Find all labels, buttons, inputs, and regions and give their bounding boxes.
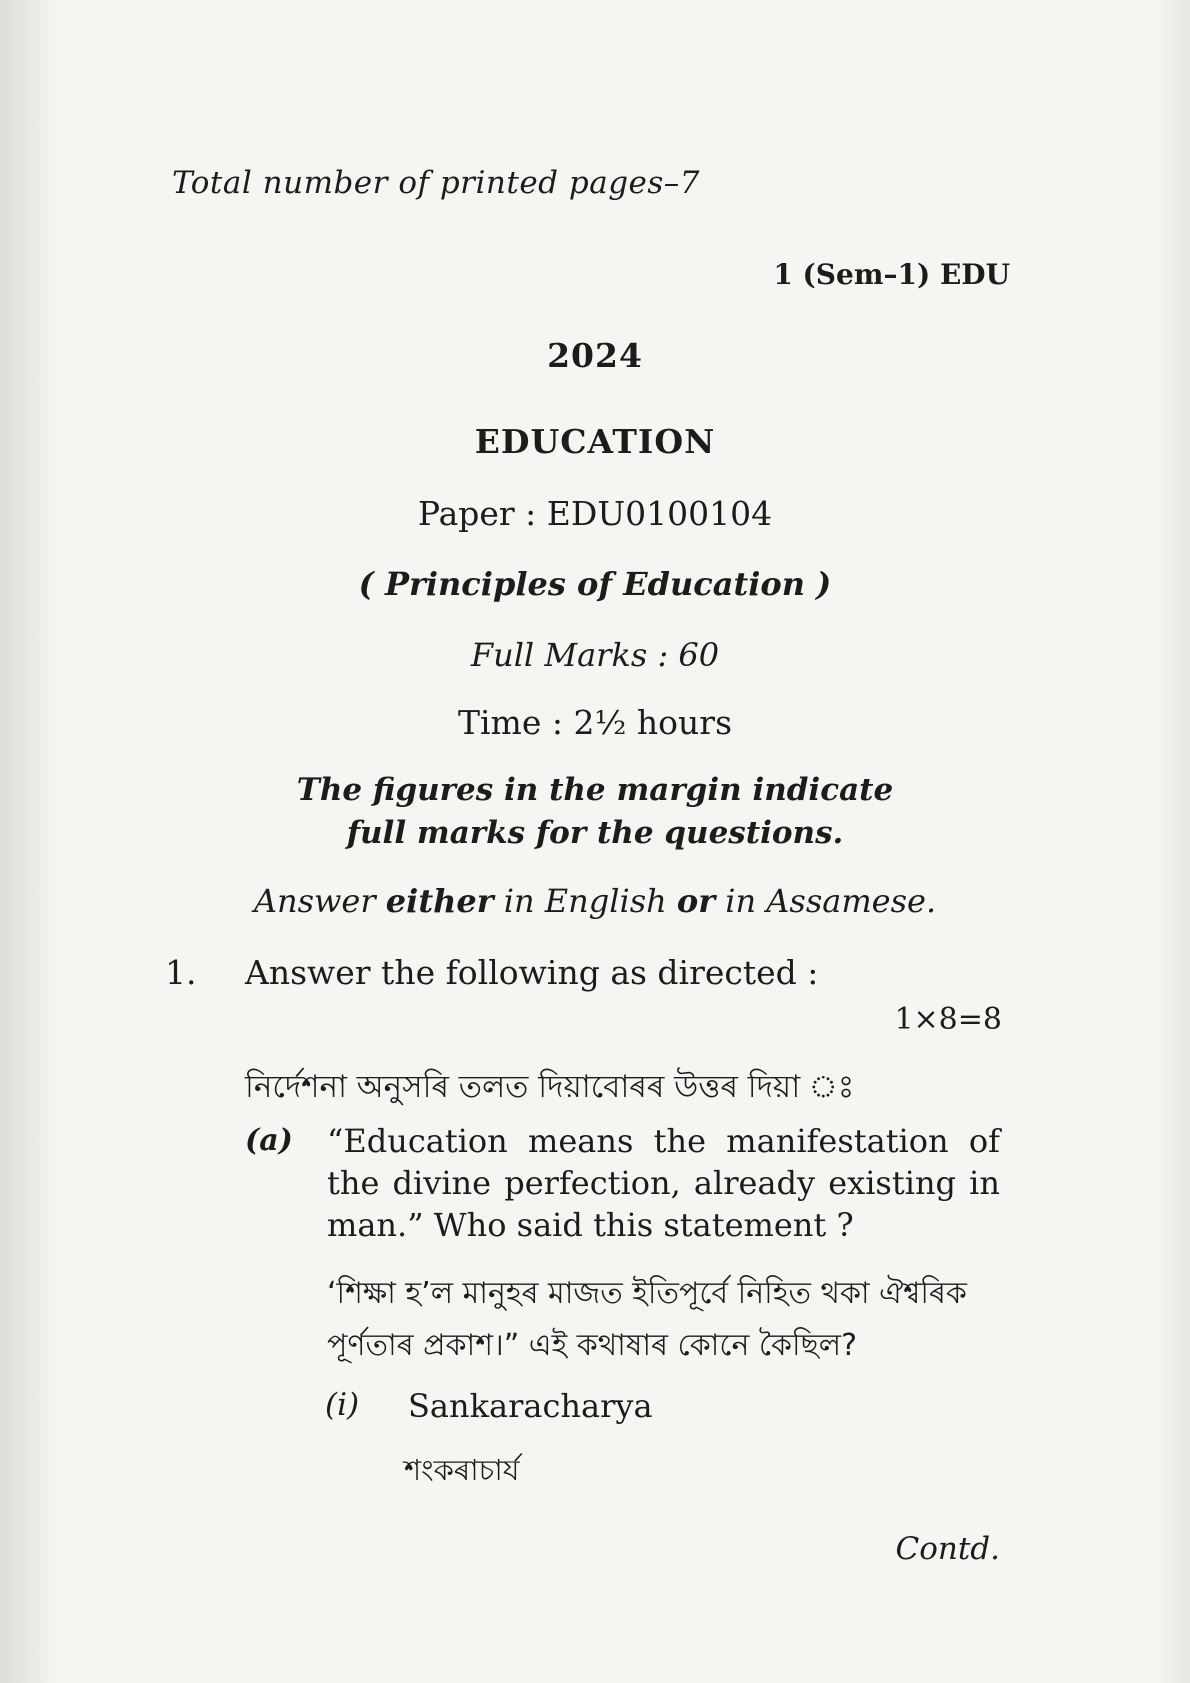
question-marks: 1×8=8	[894, 1002, 1002, 1037]
question-text: Answer the following as directed :	[245, 953, 819, 992]
option-text-assamese: শংকৰাচাৰ্য	[404, 1453, 520, 1487]
language-text-1: Answer	[253, 882, 386, 920]
language-text-2: in English	[493, 882, 677, 920]
option-label: (i)	[325, 1387, 360, 1423]
margin-note-line2: full marks for the questions.	[346, 815, 844, 851]
exam-year: 2024	[547, 336, 643, 375]
full-marks: Full Marks : 60	[470, 636, 720, 674]
exam-time: Time : 2½ hours	[457, 703, 733, 742]
question-text-assamese: নিৰ্দেশনা অনুসৰি তলত দিয়াবোৰৰ উত্তৰ দিয়া ঃ	[245, 1069, 855, 1105]
language-bold-either: either	[385, 882, 494, 920]
language-instruction	[0, 882, 1190, 920]
subject-title: EDUCATION	[474, 422, 716, 461]
question-number: 1.	[165, 953, 197, 992]
margin-note-line1: The figures in the margin indicate	[296, 772, 894, 808]
subquestion-label: (a)	[245, 1123, 293, 1158]
printed-pages-note: Total number of printed pages–7	[172, 165, 701, 201]
language-text-3: in Assamese.	[715, 882, 937, 920]
subquestion-text: “Education means the manifestation of the divine perfection, already existing in man.” Who said this statement ?	[327, 1122, 1000, 1244]
continued-note: Contd.	[895, 1531, 1000, 1567]
language-bold-or: or	[676, 882, 716, 920]
paper-title: ( Principles of Education )	[358, 565, 832, 603]
option-text: Sankaracharya	[408, 1387, 653, 1425]
paper-code: 1 (Sem–1) EDU	[773, 258, 1010, 291]
paper-number: Paper : EDU0100104	[417, 494, 773, 533]
subquestion-text-assamese: ‘শিক্ষা হ’ল মানুহৰ মাজত ইতিপূৰ্বে নিহিত থকা ঐশ্বৰিক পূৰ্ণতাৰ প্ৰকাশ।” এই কথাষাৰ কোনে কৈছিল?	[327, 1276, 967, 1363]
